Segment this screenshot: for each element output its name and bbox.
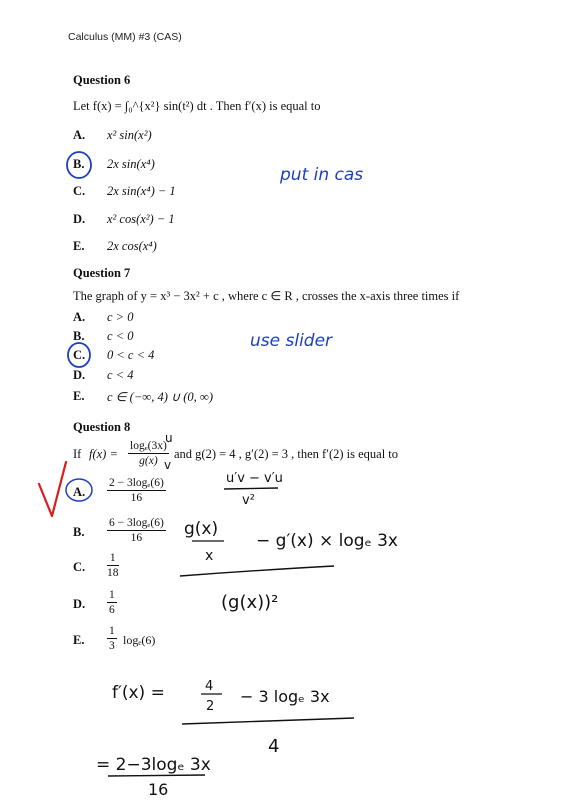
option-letter: C.: [73, 184, 86, 198]
work2-numerator-b: 2: [206, 699, 215, 714]
option-text: c < 0: [107, 329, 134, 343]
option-letter: D.: [73, 368, 86, 382]
question-6-stem: Let f(x) = ∫₀^{x²} sin(t²) dt . Then f′(x) is equal to: [73, 99, 321, 113]
work1-numerator-a: g(x): [184, 519, 219, 539]
option-text: 0 < c < 4: [107, 348, 155, 362]
quotient-rule-denominator: v²: [242, 493, 255, 508]
stem-fraction: [128, 439, 169, 468]
option-denominator: 6: [109, 604, 115, 616]
option-tail: logₑ(6): [123, 633, 156, 647]
quotient-rule-numerator: u′v − v′u: [226, 471, 283, 486]
option-fraction: [107, 588, 117, 617]
work2-numerator-a: 4: [205, 679, 214, 694]
option-numerator: 1: [107, 551, 119, 566]
option-letter: B.: [73, 157, 85, 171]
q6-note-text: put in cas: [280, 165, 364, 185]
option-letter: E.: [73, 239, 85, 253]
stem-prefix: If: [73, 447, 82, 461]
option-letter: B.: [73, 329, 85, 343]
option-text: c ∈ (−∞, 4) ∪ (0, ∞): [107, 390, 213, 404]
work2-denominator: 4: [268, 736, 280, 757]
option-fraction: [107, 476, 166, 505]
work1-denominator: (g(x))²: [221, 592, 279, 613]
final-denominator: 16: [148, 780, 169, 799]
question-8-title: Question 8: [73, 420, 131, 434]
option-fraction: [107, 551, 119, 580]
option-letter: D.: [73, 212, 86, 226]
option-denominator: 16: [130, 492, 143, 504]
question-8-stem: [73, 439, 493, 473]
option-letter: D.: [73, 597, 86, 611]
option-text: x² cos(x²) − 1: [107, 212, 175, 226]
option-letter: C.: [73, 348, 86, 362]
option-numerator: 1: [109, 625, 115, 637]
option-text: c > 0: [107, 310, 134, 324]
red-tick-mark: [39, 462, 66, 516]
option-text: 2x cos(x⁴): [107, 239, 157, 253]
option-numerator: 2 − 3logₑ(6): [109, 477, 164, 489]
option-letter: C.: [73, 560, 86, 574]
work1-rest: − g′(x) × logₑ 3x: [256, 531, 398, 551]
option-letter: E.: [73, 389, 85, 403]
option-fraction: [107, 516, 166, 545]
option-text: x² sin(x²): [107, 128, 152, 142]
u-label: u: [165, 431, 173, 445]
question-6-title: Question 6: [73, 73, 131, 87]
work2-rest: − 3 logₑ 3x: [240, 687, 330, 706]
option-letter: A.: [73, 310, 86, 324]
question-7-title: Question 7: [73, 266, 131, 280]
option-letter: B.: [73, 525, 85, 539]
option-fraction: [107, 624, 117, 653]
option-text: 2x sin(x⁴): [107, 157, 155, 171]
stem-fraction-numerator: logₑ(3x): [130, 440, 167, 452]
work1-numerator-b: x: [205, 548, 214, 564]
option-denominator: 3: [109, 640, 115, 652]
option-letter: E.: [73, 633, 85, 647]
option-denominator: 18: [107, 567, 119, 579]
question-7-stem: The graph of y = x³ − 3x² + c , where c ∈ R , crosses the x-axis three times if: [73, 289, 460, 303]
option-text: c < 4: [107, 368, 134, 382]
stem-function: f(x) =: [89, 447, 118, 461]
option-denominator: 16: [130, 532, 143, 544]
stem-suffix: and g(2) = 4 , g′(2) = 3 , then f′(2) is equal to: [174, 447, 399, 461]
final-numerator: = 2−3logₑ 3x: [96, 755, 211, 775]
stem-fraction-denominator: g(x): [139, 455, 158, 467]
v-label: v: [164, 458, 172, 472]
q7-note-text: use slider: [250, 331, 333, 351]
option-letter: A.: [73, 128, 86, 142]
option-numerator: 6 − 3logₑ(6): [109, 517, 164, 529]
document-header: Calculus (MM) #3 (CAS): [68, 31, 182, 43]
option-letter: A.: [73, 485, 86, 499]
option-numerator: 1: [109, 589, 115, 601]
work2-lhs: f′(x) =: [112, 683, 165, 703]
option-text: 2x sin(x⁴) − 1: [107, 184, 176, 198]
